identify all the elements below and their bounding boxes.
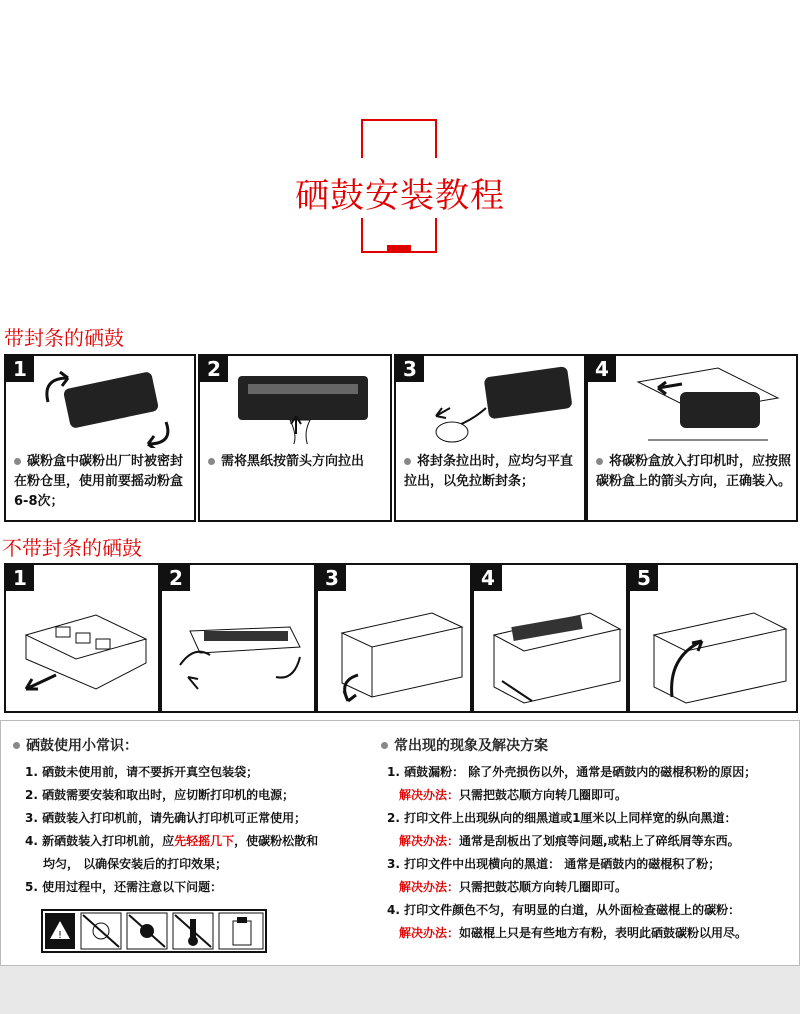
solution-line: 解决办法：只需把鼓芯顺方向转几圈即可。 [399, 788, 628, 802]
step-panel-1 [4, 563, 160, 713]
tip-item: 3. 硒鼓装入打印机前，请先确认打印机可正常使用； [25, 811, 307, 825]
page-title: 硒鼓安装教程 [295, 176, 505, 216]
warning-icons-strip [41, 909, 267, 953]
step-panel-2 [198, 354, 392, 522]
temperature-icon [173, 913, 213, 949]
problem-item: 3. 打印文件中出现横向的黑道： 通常是硒鼓内的磁棍积了粉； [387, 857, 721, 871]
section-heading-sealed: 带封条的硒鼓 [4, 326, 124, 350]
tip-item: 1. 硒鼓未使用前，请不要拆开真空包装袋； [25, 765, 259, 779]
step-text: 将碳粉盒放入打印机时，应按照碳粉盒上的箭头方向，正确装入。 [596, 454, 792, 489]
no-sunlight-icon [127, 913, 167, 949]
open-printer-figure [328, 603, 468, 707]
step-panel-5 [628, 563, 798, 713]
section-heading-unsealed: 不带封条的硒鼓 [2, 536, 142, 560]
step-number: 3 [396, 356, 424, 382]
bullet-icon [596, 458, 603, 465]
problem-item: 2. 打印文件上出现纵向的细黑道或1厘米以上同样宽的纵向黑道： [387, 811, 737, 825]
footer-band [0, 966, 800, 1014]
tip-item: 2. 硒鼓需要安装和取出时，应切断打印机的电源； [25, 788, 295, 802]
pull-black-paper-figure [230, 364, 380, 444]
shake-cartridge-figure [36, 362, 186, 448]
step-number: 2 [200, 356, 228, 382]
bullet-icon [13, 742, 20, 749]
step-number: 3 [318, 565, 346, 591]
bullet-icon [14, 458, 21, 465]
tips-left-list [25, 761, 318, 899]
insert-cartridge-figure [628, 362, 788, 448]
rock-cartridge-figure [170, 605, 310, 705]
step-number: 4 [474, 565, 502, 591]
step-panel-1 [4, 354, 196, 522]
close-printer-figure [642, 601, 792, 709]
svg-text:!: ! [57, 930, 63, 941]
problem-item: 1. 硒鼓漏粉： 除了外壳损伤以外，通常是硒鼓内的磁棍积粉的原因； [387, 765, 757, 779]
step-number: 2 [162, 565, 190, 591]
step-text: 将封条拉出时，应均匀平直拉出，以免拉断封条； [404, 454, 574, 489]
solution-line: 解决办法：如磁棍上只是有些地方有粉，表明此硒鼓碳粉以用尽。 [399, 926, 748, 940]
tip-item: 5. 使用过程中，还需注意以下问题： [25, 880, 223, 894]
problem-item: 4. 打印文件颜色不匀，有明显的白道，从外面检查磁棍上的碳粉： [387, 903, 741, 917]
step-panel-3 [316, 563, 472, 713]
pull-seal-strip-figure [426, 362, 576, 448]
step-number: 1 [6, 356, 34, 382]
step-text: 需将黑纸按箭头方向拉出 [208, 452, 390, 472]
solution-line: 解决办法：只需把鼓芯顺方向转几圈即可。 [399, 880, 628, 894]
tips-right-heading: 常出现的现象及解决方案 [381, 735, 548, 755]
step-panel-2 [160, 563, 316, 713]
tips-left-heading: 硒鼓使用小常识： [13, 735, 138, 755]
step-number: 5 [630, 565, 658, 591]
no-touch-icon [81, 913, 121, 949]
store-upright-icon [219, 913, 263, 949]
step-number: 1 [6, 565, 34, 591]
bullet-icon [208, 458, 215, 465]
tips-right-list [387, 761, 756, 945]
unpack-cartridge-figure [16, 605, 156, 705]
step-panel-4 [472, 563, 628, 713]
step-text: 碳粉盒中碳粉出厂时被密封在粉仓里，使用前要摇动粉盒6-8次； [14, 454, 184, 509]
bullet-icon [381, 742, 388, 749]
step-number: 4 [588, 356, 616, 382]
step-panel-4 [586, 354, 798, 522]
solution-line: 解决办法：通常是刮板出了划痕等问题,或粘上了碎纸屑等东西。 [399, 834, 740, 848]
tip-item: 4. 新硒鼓装入打印机前，应先轻摇几下，使碳粉松散和 [25, 834, 319, 848]
tip-item-continued: 均匀， 以确保安装后的打印效果； [43, 857, 228, 871]
bullet-icon [404, 458, 411, 465]
insert-into-printer-figure [482, 601, 624, 709]
step-panel-3 [394, 354, 586, 522]
tips-box [0, 720, 800, 966]
